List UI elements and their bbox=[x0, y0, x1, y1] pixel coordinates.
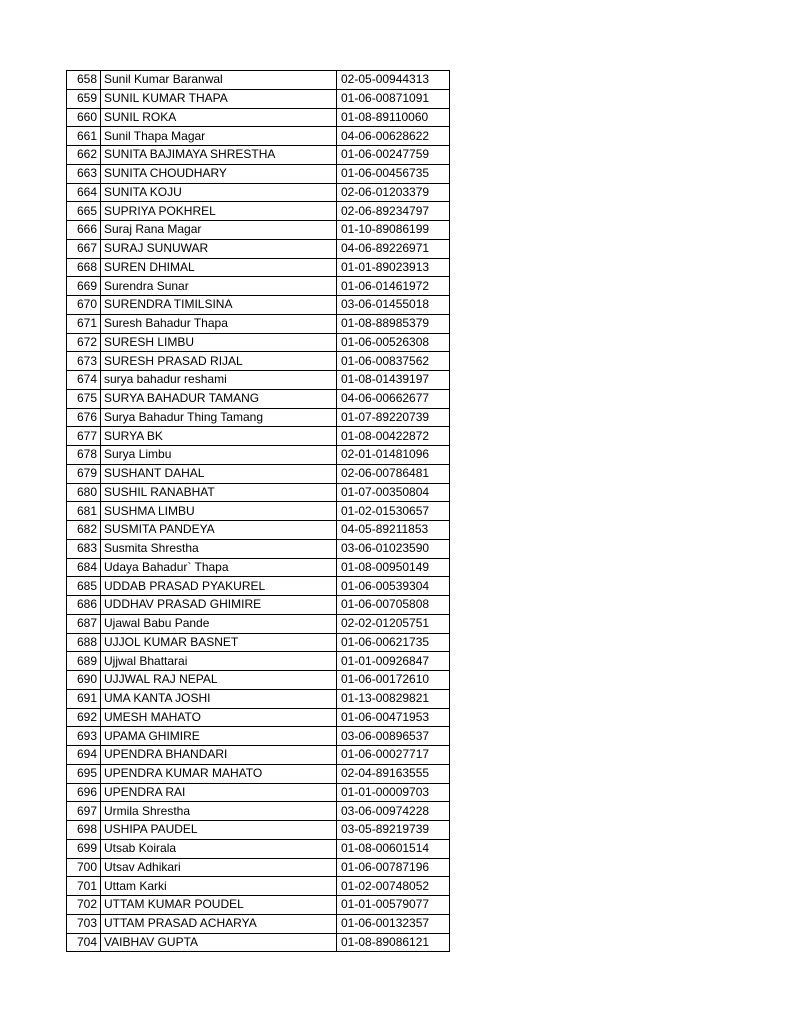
code-cell: 01-08-01439197 bbox=[337, 371, 450, 390]
code-cell: 02-06-89234797 bbox=[337, 202, 450, 221]
code-cell: 02-01-01481096 bbox=[337, 446, 450, 465]
row-number-cell: 697 bbox=[67, 802, 101, 821]
code-cell: 01-08-00950149 bbox=[337, 558, 450, 577]
table-row bbox=[67, 389, 450, 408]
name-cell: SUSMITA PANDEYA bbox=[101, 521, 337, 540]
code-cell: 01-08-88985379 bbox=[337, 314, 450, 333]
name-cell: Utsav Adhikari bbox=[101, 858, 337, 877]
row-number-cell: 702 bbox=[67, 896, 101, 915]
code-cell: 01-06-01461972 bbox=[337, 277, 450, 296]
table-row bbox=[67, 183, 450, 202]
table-row bbox=[67, 708, 450, 727]
row-number-cell: 699 bbox=[67, 839, 101, 858]
name-cell: SURESH LIMBU bbox=[101, 333, 337, 352]
name-cell: SURESH PRASAD RIJAL bbox=[101, 352, 337, 371]
table-row bbox=[67, 333, 450, 352]
code-cell: 01-06-00539304 bbox=[337, 577, 450, 596]
name-cell: Susmita Shrestha bbox=[101, 539, 337, 558]
code-cell: 01-01-00579077 bbox=[337, 896, 450, 915]
code-cell: 01-06-00132357 bbox=[337, 914, 450, 933]
code-cell: 02-05-00944313 bbox=[337, 71, 450, 90]
code-cell: 01-07-89220739 bbox=[337, 408, 450, 427]
roster-table-body bbox=[67, 71, 450, 952]
code-cell: 01-08-00422872 bbox=[337, 427, 450, 446]
table-row bbox=[67, 164, 450, 183]
name-cell: UDDAB PRASAD PYAKUREL bbox=[101, 577, 337, 596]
table-row bbox=[67, 539, 450, 558]
code-cell: 03-06-00896537 bbox=[337, 727, 450, 746]
table-row bbox=[67, 296, 450, 315]
code-cell: 01-08-89110060 bbox=[337, 108, 450, 127]
name-cell: UJJOL KUMAR BASNET bbox=[101, 633, 337, 652]
table-row bbox=[67, 408, 450, 427]
table-row bbox=[67, 558, 450, 577]
table-row bbox=[67, 258, 450, 277]
table-row bbox=[67, 89, 450, 108]
row-number-cell: 692 bbox=[67, 708, 101, 727]
table-row bbox=[67, 71, 450, 90]
table-row bbox=[67, 783, 450, 802]
name-cell: SUSHMA LIMBU bbox=[101, 502, 337, 521]
name-cell: Surya Bahadur Thing Tamang bbox=[101, 408, 337, 427]
row-number-cell: 683 bbox=[67, 539, 101, 558]
table-row bbox=[67, 427, 450, 446]
name-cell: UPENDRA KUMAR MAHATO bbox=[101, 764, 337, 783]
row-number-cell: 665 bbox=[67, 202, 101, 221]
row-number-cell: 687 bbox=[67, 614, 101, 633]
table-row bbox=[67, 577, 450, 596]
name-cell: SURAJ SUNUWAR bbox=[101, 239, 337, 258]
row-number-cell: 674 bbox=[67, 371, 101, 390]
name-cell: Ujawal Babu Pande bbox=[101, 614, 337, 633]
row-number-cell: 689 bbox=[67, 652, 101, 671]
table-row bbox=[67, 839, 450, 858]
code-cell: 04-06-00662677 bbox=[337, 389, 450, 408]
name-cell: Utsab Koirala bbox=[101, 839, 337, 858]
table-row bbox=[67, 633, 450, 652]
row-number-cell: 673 bbox=[67, 352, 101, 371]
row-number-cell: 690 bbox=[67, 671, 101, 690]
row-number-cell: 679 bbox=[67, 464, 101, 483]
table-row bbox=[67, 277, 450, 296]
row-number-cell: 659 bbox=[67, 89, 101, 108]
code-cell: 04-06-00628622 bbox=[337, 127, 450, 146]
code-cell: 01-06-00471953 bbox=[337, 708, 450, 727]
name-cell: SUNIL ROKA bbox=[101, 108, 337, 127]
table-row bbox=[67, 352, 450, 371]
table-row bbox=[67, 483, 450, 502]
row-number-cell: 698 bbox=[67, 821, 101, 840]
name-cell: SUNITA BAJIMAYA SHRESTHA bbox=[101, 146, 337, 165]
code-cell: 02-06-01203379 bbox=[337, 183, 450, 202]
code-cell: 04-06-89226971 bbox=[337, 239, 450, 258]
name-cell: Ujjwal Bhattarai bbox=[101, 652, 337, 671]
name-cell: Surendra Sunar bbox=[101, 277, 337, 296]
table-row bbox=[67, 746, 450, 765]
code-cell: 01-01-00926847 bbox=[337, 652, 450, 671]
table-row bbox=[67, 221, 450, 240]
table-row bbox=[67, 896, 450, 915]
table-row bbox=[67, 521, 450, 540]
code-cell: 01-08-89086121 bbox=[337, 933, 450, 952]
name-cell: SURYA BK bbox=[101, 427, 337, 446]
row-number-cell: 666 bbox=[67, 221, 101, 240]
row-number-cell: 664 bbox=[67, 183, 101, 202]
name-cell: SUNIL KUMAR THAPA bbox=[101, 89, 337, 108]
name-cell: SUSHANT DAHAL bbox=[101, 464, 337, 483]
code-cell: 01-06-00172610 bbox=[337, 671, 450, 690]
name-cell: UJJWAL RAJ NEPAL bbox=[101, 671, 337, 690]
row-number-cell: 691 bbox=[67, 689, 101, 708]
table-row bbox=[67, 671, 450, 690]
row-number-cell: 703 bbox=[67, 914, 101, 933]
name-cell: SURENDRA TIMILSINA bbox=[101, 296, 337, 315]
row-number-cell: 658 bbox=[67, 71, 101, 90]
table-row bbox=[67, 464, 450, 483]
code-cell: 01-08-00601514 bbox=[337, 839, 450, 858]
row-number-cell: 700 bbox=[67, 858, 101, 877]
row-number-cell: 682 bbox=[67, 521, 101, 540]
name-cell: Urmila Shrestha bbox=[101, 802, 337, 821]
row-number-cell: 693 bbox=[67, 727, 101, 746]
name-cell: SUPRIYA POKHREL bbox=[101, 202, 337, 221]
code-cell: 04-05-89211853 bbox=[337, 521, 450, 540]
table-row bbox=[67, 596, 450, 615]
row-number-cell: 681 bbox=[67, 502, 101, 521]
row-number-cell: 663 bbox=[67, 164, 101, 183]
row-number-cell: 677 bbox=[67, 427, 101, 446]
name-cell: UPAMA GHIMIRE bbox=[101, 727, 337, 746]
row-number-cell: 675 bbox=[67, 389, 101, 408]
code-cell: 01-10-89086199 bbox=[337, 221, 450, 240]
name-cell: UMESH MAHATO bbox=[101, 708, 337, 727]
table-row bbox=[67, 314, 450, 333]
code-cell: 03-05-89219739 bbox=[337, 821, 450, 840]
row-number-cell: 660 bbox=[67, 108, 101, 127]
code-cell: 03-06-01023590 bbox=[337, 539, 450, 558]
table-row bbox=[67, 764, 450, 783]
name-cell: UDDHAV PRASAD GHIMIRE bbox=[101, 596, 337, 615]
row-number-cell: 662 bbox=[67, 146, 101, 165]
row-number-cell: 680 bbox=[67, 483, 101, 502]
name-cell: UPENDRA BHANDARI bbox=[101, 746, 337, 765]
code-cell: 01-02-00748052 bbox=[337, 877, 450, 896]
table-row bbox=[67, 652, 450, 671]
row-number-cell: 669 bbox=[67, 277, 101, 296]
table-row bbox=[67, 877, 450, 896]
row-number-cell: 695 bbox=[67, 764, 101, 783]
code-cell: 01-02-01530657 bbox=[337, 502, 450, 521]
table-row bbox=[67, 689, 450, 708]
code-cell: 01-06-00871091 bbox=[337, 89, 450, 108]
code-cell: 01-07-00350804 bbox=[337, 483, 450, 502]
name-cell: UMA KANTA JOSHI bbox=[101, 689, 337, 708]
code-cell: 02-06-00786481 bbox=[337, 464, 450, 483]
name-cell: SUREN DHIMAL bbox=[101, 258, 337, 277]
name-cell: Sunil Kumar Baranwal bbox=[101, 71, 337, 90]
row-number-cell: 685 bbox=[67, 577, 101, 596]
row-number-cell: 672 bbox=[67, 333, 101, 352]
name-cell: Udaya Bahadur` Thapa bbox=[101, 558, 337, 577]
name-cell: Suresh Bahadur Thapa bbox=[101, 314, 337, 333]
code-cell: 01-06-00837562 bbox=[337, 352, 450, 371]
name-cell: Suraj Rana Magar bbox=[101, 221, 337, 240]
table-row bbox=[67, 727, 450, 746]
name-cell: SURYA BAHADUR TAMANG bbox=[101, 389, 337, 408]
row-number-cell: 678 bbox=[67, 446, 101, 465]
table-row bbox=[67, 614, 450, 633]
row-number-cell: 668 bbox=[67, 258, 101, 277]
row-number-cell: 671 bbox=[67, 314, 101, 333]
table-row bbox=[67, 446, 450, 465]
table-row bbox=[67, 239, 450, 258]
name-cell: USHIPA PAUDEL bbox=[101, 821, 337, 840]
document-page bbox=[66, 70, 450, 952]
row-number-cell: 696 bbox=[67, 783, 101, 802]
row-number-cell: 704 bbox=[67, 933, 101, 952]
row-number-cell: 676 bbox=[67, 408, 101, 427]
code-cell: 01-01-00009703 bbox=[337, 783, 450, 802]
code-cell: 01-06-00705808 bbox=[337, 596, 450, 615]
name-cell: UTTAM KUMAR POUDEL bbox=[101, 896, 337, 915]
row-number-cell: 667 bbox=[67, 239, 101, 258]
row-number-cell: 670 bbox=[67, 296, 101, 315]
name-cell: SUSHIL RANABHAT bbox=[101, 483, 337, 502]
code-cell: 01-06-00027717 bbox=[337, 746, 450, 765]
table-row bbox=[67, 821, 450, 840]
table-row bbox=[67, 914, 450, 933]
name-cell: Uttam Karki bbox=[101, 877, 337, 896]
name-cell: VAIBHAV GUPTA bbox=[101, 933, 337, 952]
row-number-cell: 686 bbox=[67, 596, 101, 615]
row-number-cell: 661 bbox=[67, 127, 101, 146]
table-row bbox=[67, 108, 450, 127]
code-cell: 01-13-00829821 bbox=[337, 689, 450, 708]
code-cell: 01-06-00526308 bbox=[337, 333, 450, 352]
code-cell: 01-06-00456735 bbox=[337, 164, 450, 183]
table-row bbox=[67, 371, 450, 390]
code-cell: 02-04-89163555 bbox=[337, 764, 450, 783]
name-cell: SUNITA KOJU bbox=[101, 183, 337, 202]
row-number-cell: 684 bbox=[67, 558, 101, 577]
row-number-cell: 688 bbox=[67, 633, 101, 652]
table-row bbox=[67, 802, 450, 821]
table-row bbox=[67, 202, 450, 221]
code-cell: 01-06-00787196 bbox=[337, 858, 450, 877]
table-row bbox=[67, 127, 450, 146]
table-row bbox=[67, 502, 450, 521]
code-cell: 01-06-00247759 bbox=[337, 146, 450, 165]
table-row bbox=[67, 933, 450, 952]
table-row bbox=[67, 858, 450, 877]
code-cell: 01-06-00621735 bbox=[337, 633, 450, 652]
table-row bbox=[67, 146, 450, 165]
name-cell: surya bahadur reshami bbox=[101, 371, 337, 390]
name-cell: Sunil Thapa Magar bbox=[101, 127, 337, 146]
name-cell: UTTAM PRASAD ACHARYA bbox=[101, 914, 337, 933]
code-cell: 03-06-00974228 bbox=[337, 802, 450, 821]
name-cell: SUNITA CHOUDHARY bbox=[101, 164, 337, 183]
row-number-cell: 701 bbox=[67, 877, 101, 896]
name-cell: Surya Limbu bbox=[101, 446, 337, 465]
code-cell: 03-06-01455018 bbox=[337, 296, 450, 315]
row-number-cell: 694 bbox=[67, 746, 101, 765]
code-cell: 01-01-89023913 bbox=[337, 258, 450, 277]
name-cell: UPENDRA RAI bbox=[101, 783, 337, 802]
roster-table bbox=[66, 70, 450, 952]
code-cell: 02-02-01205751 bbox=[337, 614, 450, 633]
